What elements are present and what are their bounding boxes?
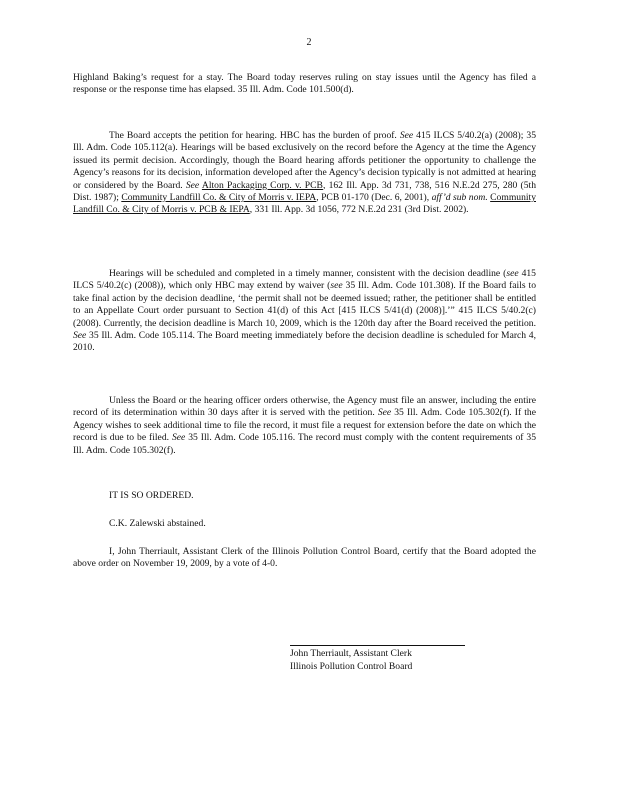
text: Hearings will be scheduled and completed in a timely manner, consistent with the decision deadline ( (109, 268, 507, 279)
text: 415 ILCS 5/40.2(a) (2008); 35 Ill. Adm. Code 105.112(a). Hearings will be based exclusively on the record before the Agency at the time the Agency issued its permit decision. Accordingly, though the Board hearing affords petitioner the opportunity to challenge the Agency’s reasons for its decision, information developed after the Agency’s decision typically is not admitted at hearing or considered by the Board. (73, 130, 536, 191)
paragraph-burden-of-proof (73, 130, 536, 217)
text: , 162 Ill. App. 3d 731, 738, 516 N.E.2d 275, 280 (5th Dist. 1987); (73, 179, 536, 204)
paragraph-hearings (73, 268, 536, 355)
paragraph-so-ordered: IT IS SO ORDERED. (109, 490, 194, 501)
signature-line (290, 645, 465, 646)
text: 35 Ill. Adm. Code 105.116. The record must comply with the content requirements of 35 Ill. Adm. Code 105.302(f). (73, 432, 536, 456)
citation-signal: See (377, 407, 392, 419)
text: 415 ILCS 5/40.2(c) (2008)), which only HBC may extend by waiver ( (73, 268, 536, 292)
citation-signal: See (185, 179, 200, 191)
citation-signal: aff’d sub nom. (431, 192, 488, 204)
paragraph-stay-request: Highland Baking’s request for a stay. The Board today reserves ruling on stay issues until the Agency has filed a response or the response time has elapsed. 35 Ill. Adm. Code 101.500(d). (73, 72, 536, 96)
text: 35 Ill. Adm. Code 105.302(f). If the Agency wishes to seek additional time to file the record, it must file a request for extension before the date on which the record is due to be filed. (73, 407, 536, 444)
paragraph-certification: I, John Therriault, Assistant Clerk of the Illinois Pollution Control Board, certify that the Board adopted the above order on November 19, 2009, by a vote of 4-0. (73, 546, 536, 570)
citation-signal: see (506, 268, 519, 279)
signature-organization: Illinois Pollution Control Board (290, 661, 413, 672)
citation-signal: See (171, 432, 186, 444)
text: , PCB 01-170 (Dec. 6, 2001), (316, 192, 432, 204)
paragraph-agency-answer (73, 395, 536, 457)
page-number: 2 (306, 37, 312, 48)
citation-signal: See (73, 330, 87, 342)
text: The Board accepts the petition for hearing. HBC has the burden of proof. (109, 130, 400, 141)
text: Unless the Board or the hearing officer orders otherwise, the Agency must file an answer, including the entire record of its determination within 30 days after it is served with the petition. (73, 395, 536, 419)
citation-signal: See (399, 130, 414, 141)
case-name-community-landfill-pcb: Community Landfill Co. & City of Morris v. PCB & IEPA (73, 192, 536, 216)
text: , 331 Ill. App. 3d 1056, 772 N.E.2d 231 (3rd Dist. 2002). (249, 204, 469, 216)
paragraph-abstained: C.K. Zalewski abstained. (109, 518, 206, 529)
text: 35 Ill. Adm. Code 101.308). If the Board fails to take final action by the decision deadline, ‘the permit shall not be deemed issued; rather, the petitioner shall be entitled to an Appellate Court order pursuant to Section 41(d) of this Act [415 ILCS 5/41(d) (2008)].’” 415 ILCS 5/40.2(c) (2008). Currently, the decision deadline is March 10, 2009, which is the 120th day after the Board received the petition. (73, 280, 536, 329)
citation-signal: see (330, 280, 343, 292)
case-name-alton: Alton Packaging Corp. v. PCB (201, 179, 323, 191)
signature-name: John Therriault, Assistant Clerk (290, 648, 412, 659)
text: 35 Ill. Adm. Code 105.114. The Board meeting immediately before the decision deadline is scheduled for March 4, 2010. (73, 330, 536, 354)
case-name-community-landfill-iepa: Community Landfill Co. & City of Morris v. IEPA (121, 192, 317, 204)
